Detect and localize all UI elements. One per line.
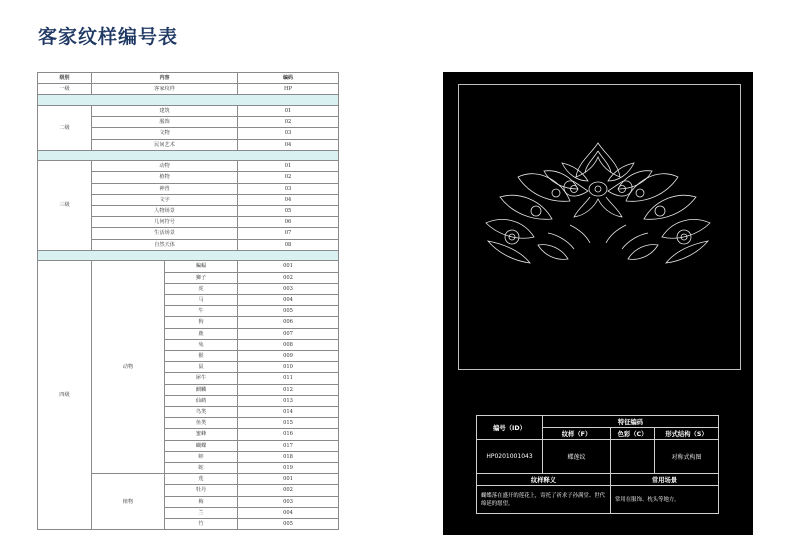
code-cell: 002 [238, 272, 339, 283]
table-row [38, 161, 339, 172]
code-cell: 008 [238, 339, 339, 350]
pattern-panel [443, 72, 753, 535]
code-cell: 07 [238, 228, 339, 239]
content-cell: 兰 [165, 507, 238, 518]
header-code: 编码 [238, 73, 339, 84]
content-cell: 鸟类 [165, 406, 238, 417]
code-cell: HP [238, 84, 339, 95]
table-row [38, 84, 339, 95]
header-level: 级别 [38, 73, 92, 84]
content-cell: 梅 [165, 496, 238, 507]
group-label: 植物 [92, 474, 165, 530]
form-label: 形式结构（S） [655, 428, 719, 440]
table-header-row [38, 73, 339, 84]
code-cell: 02 [238, 172, 339, 183]
code-cell: 01 [238, 161, 339, 172]
table-row [38, 105, 339, 116]
code-cell: 013 [238, 395, 339, 406]
color-label: 色彩（C） [611, 428, 655, 440]
level-label: 二级 [38, 105, 92, 150]
content-cell: 植物 [92, 172, 238, 183]
code-cell: 002 [238, 485, 339, 496]
code-cell: 04 [238, 139, 339, 150]
scene-value: 常用在服饰、枕头等地方。 [611, 486, 719, 514]
code-cell: 005 [238, 519, 339, 530]
code-cell: 01 [238, 105, 339, 116]
code-cell: 016 [238, 429, 339, 440]
code-cell: 001 [238, 261, 339, 272]
code-cell: 005 [238, 306, 339, 317]
code-cell: 06 [238, 217, 339, 228]
code-cell: 012 [238, 384, 339, 395]
feature-label: 特征编码 [543, 416, 719, 428]
content-cell: 蝙蝠 [165, 261, 238, 272]
id-label: 编号（ID） [477, 416, 543, 440]
meaning-label: 纹样释义 [477, 474, 611, 486]
scene-label: 常用场景 [611, 474, 719, 486]
content-cell: 客家纹样 [92, 84, 238, 95]
content-cell: 服饰 [92, 117, 238, 128]
content-cell: 马 [165, 294, 238, 305]
pattern-value: 蝶莲纹 [543, 440, 611, 474]
code-cell: 05 [238, 206, 339, 217]
content-cell: 牛 [165, 306, 238, 317]
table-row [38, 261, 339, 272]
page-title: 客家纹样编号表 [38, 26, 179, 48]
pattern-info-table [476, 415, 719, 514]
header-content: 内容 [92, 73, 238, 84]
content-cell: 人物场景 [92, 206, 238, 217]
section-separator [38, 95, 339, 106]
id-value: HP0201001043 [477, 440, 543, 474]
code-cell: 007 [238, 328, 339, 339]
content-cell: 建筑 [92, 105, 238, 116]
content-cell: 鹿 [165, 328, 238, 339]
code-cell: 03 [238, 128, 339, 139]
code-cell: 003 [238, 496, 339, 507]
content-cell: 兔 [165, 339, 238, 350]
content-cell: 竹 [165, 519, 238, 530]
code-cell: 017 [238, 440, 339, 451]
level-label: 三级 [38, 161, 92, 251]
content-cell: 牡丹 [165, 485, 238, 496]
code-cell: 004 [238, 294, 339, 305]
content-cell: 自然天体 [92, 239, 238, 250]
pattern-label: 纹样（F） [543, 428, 611, 440]
content-cell: 狮子 [165, 272, 238, 283]
level-label: 四级 [38, 261, 92, 530]
content-cell: 民间艺术 [92, 139, 238, 150]
code-cell: 010 [238, 362, 339, 373]
pattern-code-table [37, 72, 339, 530]
level-label: 一级 [38, 84, 92, 95]
group-label: 动物 [92, 261, 165, 474]
code-cell: 018 [238, 451, 339, 462]
code-cell: 02 [238, 117, 339, 128]
code-cell: 019 [238, 463, 339, 474]
code-cell: 004 [238, 507, 339, 518]
form-value: 对称式构图 [655, 440, 719, 474]
content-cell: 生活场景 [92, 228, 238, 239]
meaning-value: 蝴蝶落在盛开的莲花上，寄托了祈求子孙满堂、世代绵延的愿望。 [477, 486, 611, 514]
content-cell: 蜜蜂 [165, 429, 238, 440]
content-cell: 麒麟 [165, 384, 238, 395]
code-cell: 003 [238, 283, 339, 294]
content-cell: 鱼类 [165, 418, 238, 429]
code-cell: 011 [238, 373, 339, 384]
content-cell: 猴 [165, 350, 238, 361]
level4-body [38, 261, 339, 530]
content-cell: 文字 [92, 194, 238, 205]
butterfly-lotus-motif [478, 137, 718, 272]
content-cell: 虎 [165, 283, 238, 294]
code-cell: 001 [238, 474, 339, 485]
content-cell: 仙鹤 [165, 395, 238, 406]
content-cell: 蝴蝶 [165, 440, 238, 451]
code-cell: 014 [238, 406, 339, 417]
content-cell: 蛇 [165, 463, 238, 474]
content-cell: 鼠 [165, 362, 238, 373]
color-value [611, 440, 655, 474]
code-cell: 006 [238, 317, 339, 328]
content-cell: 几何符号 [92, 217, 238, 228]
content-cell: 莲 [165, 474, 238, 485]
content-cell: 文物 [92, 128, 238, 139]
content-cell: 神兽 [92, 183, 238, 194]
section-separator [38, 250, 339, 261]
section-separator [38, 150, 339, 161]
code-cell: 04 [238, 194, 339, 205]
code-cell: 009 [238, 350, 339, 361]
content-cell: 蚌 [165, 451, 238, 462]
code-cell: 015 [238, 418, 339, 429]
code-cell: 08 [238, 239, 339, 250]
content-cell: 狗 [165, 317, 238, 328]
code-cell: 03 [238, 183, 339, 194]
content-cell: 动物 [92, 161, 238, 172]
content-cell: 犀牛 [165, 373, 238, 384]
